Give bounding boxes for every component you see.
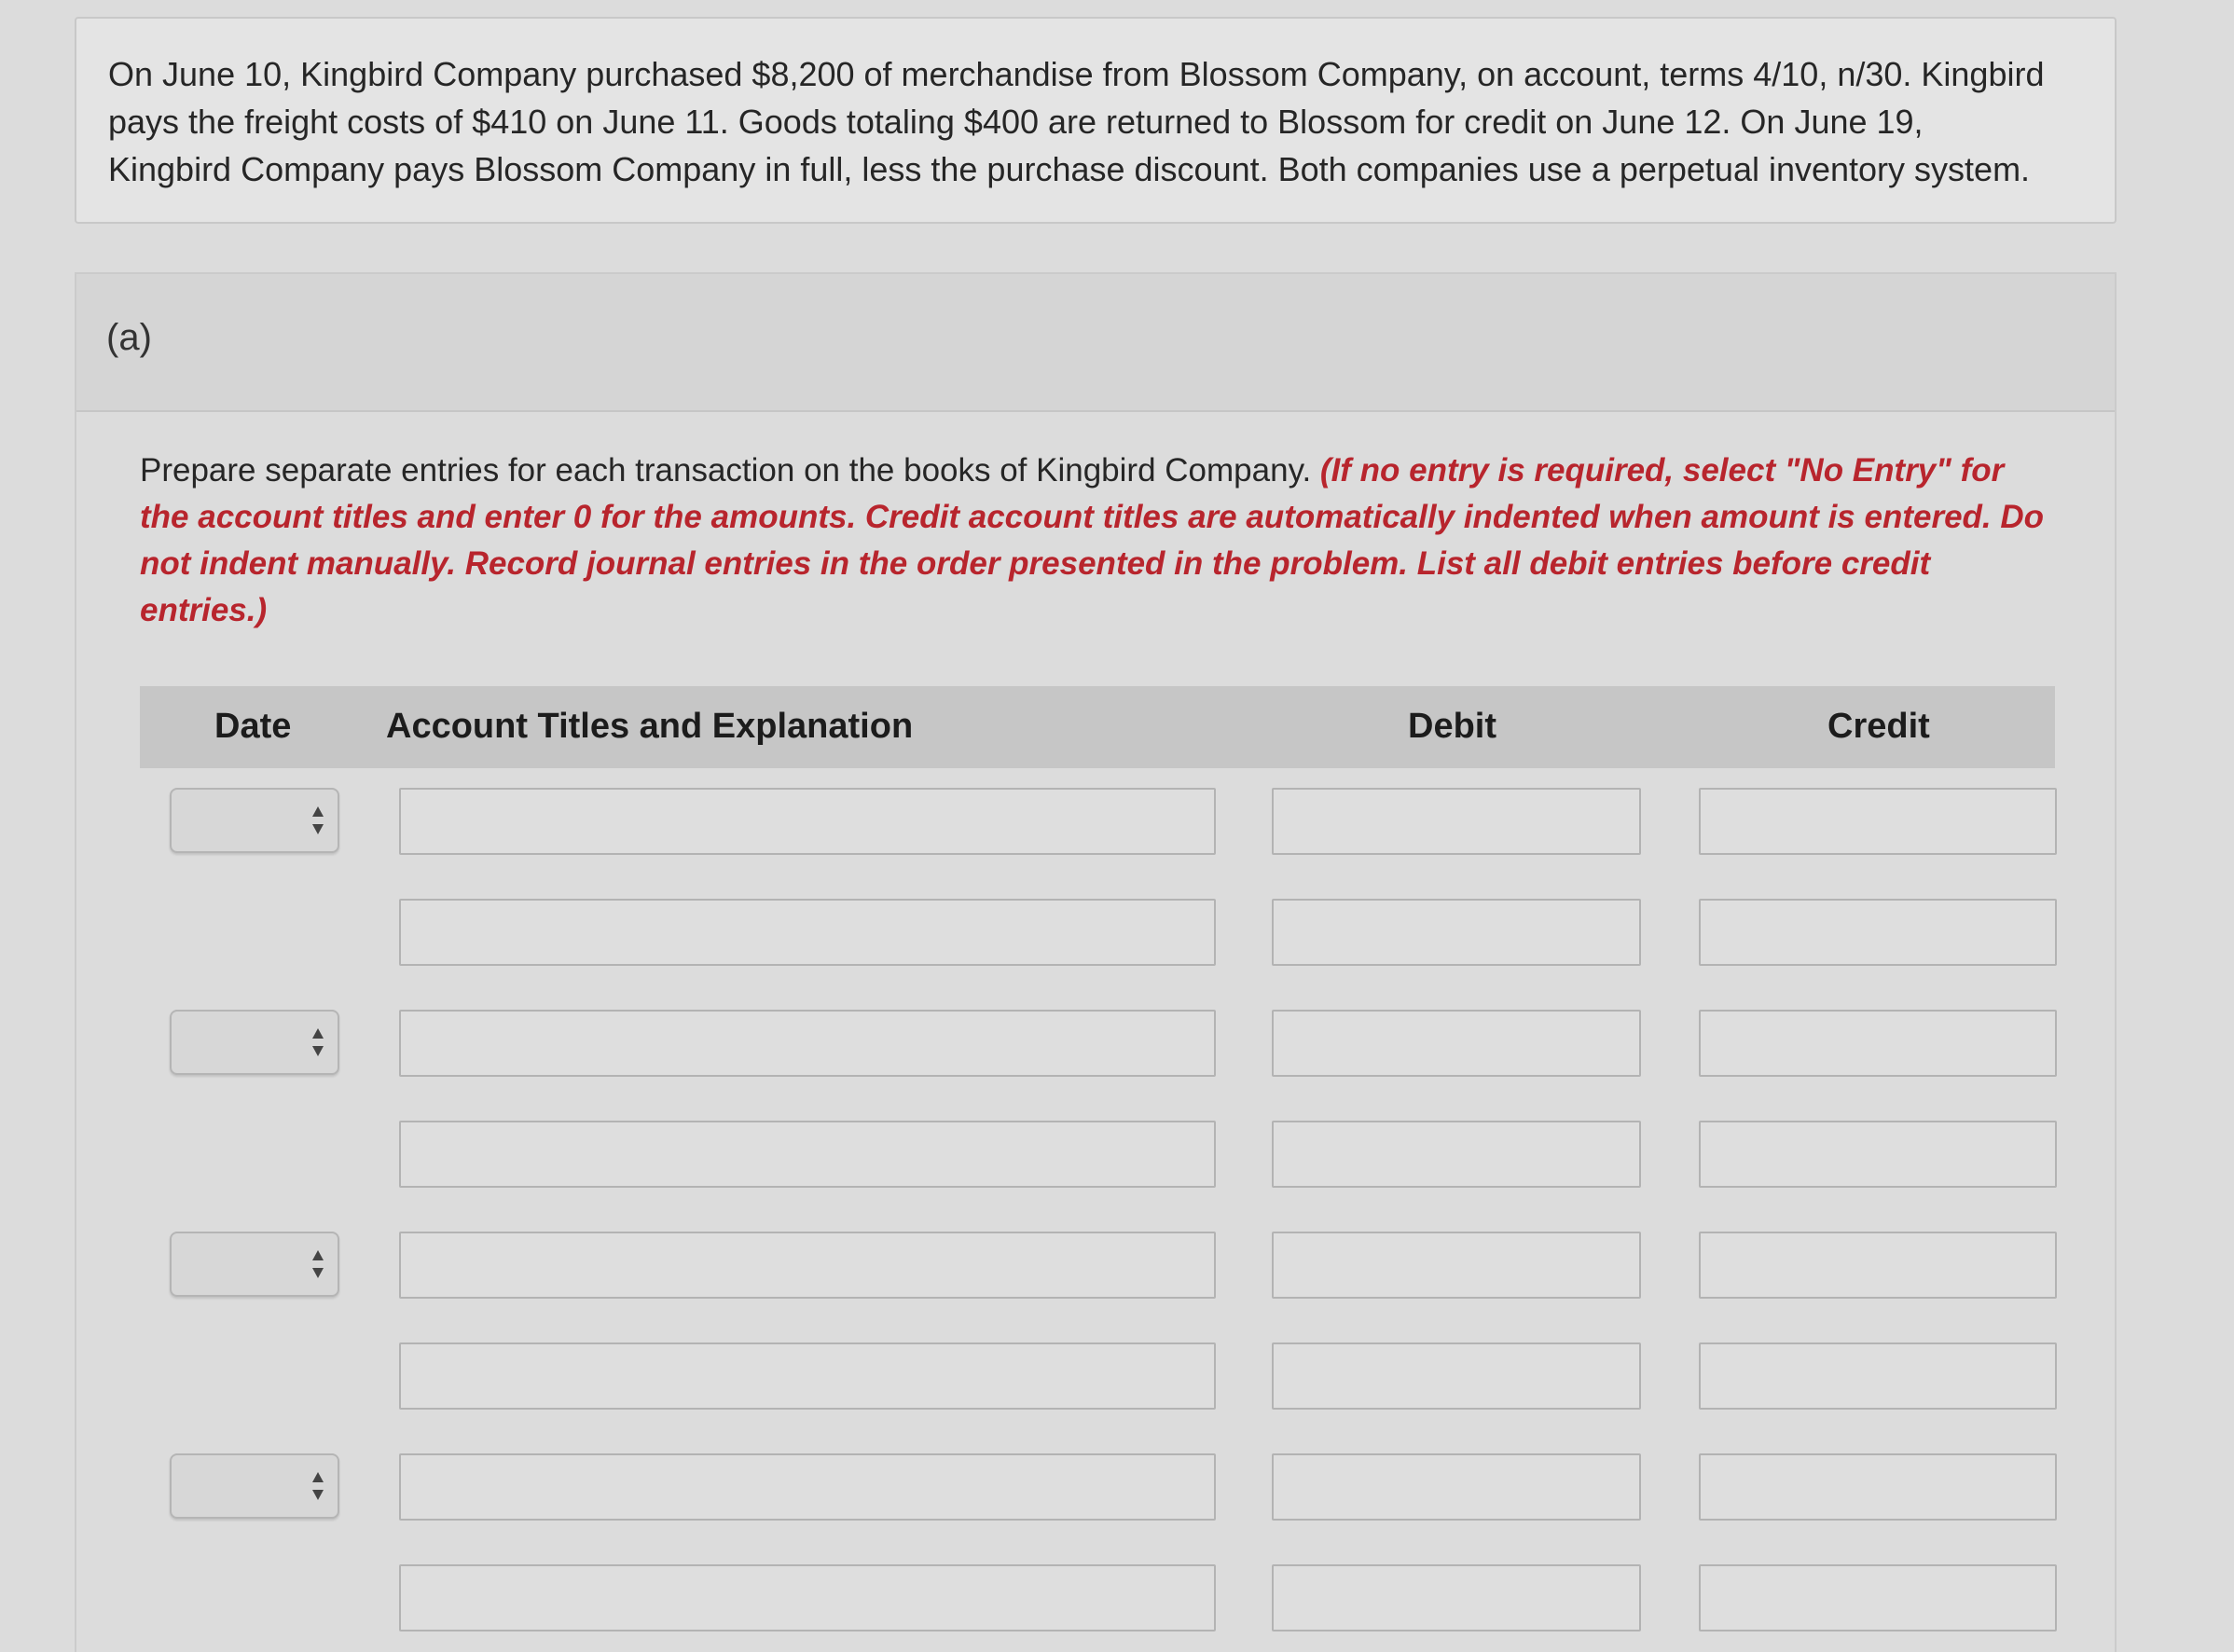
journal-row	[76, 1453, 2115, 1522]
credit-input[interactable]	[1699, 1453, 2057, 1521]
instruction-plain: Prepare separate entries for each transaction on the books of Kingbird Company.	[140, 452, 1320, 489]
journal-row	[76, 788, 2115, 857]
account-title-input[interactable]	[399, 899, 1216, 966]
header-debit: Debit	[1408, 707, 1496, 746]
problem-text	[108, 50, 2083, 193]
account-title-input[interactable]	[399, 1342, 1216, 1410]
account-title-input[interactable]	[399, 1121, 1216, 1188]
credit-input[interactable]	[1699, 788, 2057, 855]
up-down-arrows-icon	[311, 1248, 324, 1280]
account-title-input[interactable]	[399, 1453, 1216, 1521]
header-credit: Credit	[1827, 707, 1930, 746]
journal-row	[76, 1342, 2115, 1411]
credit-input[interactable]	[1699, 899, 2057, 966]
journal-row	[76, 899, 2115, 968]
date-select[interactable]	[170, 788, 339, 853]
problem-line-1: On June 10, Kingbird Company purchased $8,200 of merchandise from Blossom Company, on account, terms 4/10, n/30. Kingbird	[108, 55, 2045, 93]
part-label: (a)	[106, 317, 152, 358]
account-title-input[interactable]	[399, 788, 1216, 855]
header-account: Account Titles and Explanation	[386, 707, 914, 746]
credit-input[interactable]	[1699, 1232, 2057, 1299]
journal-row	[76, 1232, 2115, 1301]
credit-input[interactable]	[1699, 1010, 2057, 1077]
problem-line-3: Kingbird Company pays Blossom Company in full, less the purchase discount. Both companies use a perpetual inventory system.	[108, 150, 2031, 188]
up-down-arrows-icon	[311, 1026, 324, 1058]
up-down-arrows-icon	[311, 1470, 324, 1502]
debit-input[interactable]	[1272, 1010, 1641, 1077]
journal-entries	[76, 274, 2115, 1652]
credit-input[interactable]	[1699, 1564, 2057, 1631]
date-select[interactable]	[170, 1232, 339, 1297]
header-date: Date	[214, 707, 292, 746]
debit-input[interactable]	[1272, 1121, 1641, 1188]
problem-statement	[75, 17, 2117, 224]
account-title-input[interactable]	[399, 1010, 1216, 1077]
debit-input[interactable]	[1272, 1564, 1641, 1631]
date-select[interactable]	[170, 1010, 339, 1075]
up-down-arrows-icon	[311, 805, 324, 836]
problem-line-2: pays the freight costs of $410 on June 11. Goods totaling $400 are returned to Blossom for credit on June 12. On June 19,	[108, 103, 1924, 141]
date-select[interactable]	[170, 1453, 339, 1519]
debit-input[interactable]	[1272, 899, 1641, 966]
account-title-input[interactable]	[399, 1564, 1216, 1631]
journal-row	[76, 1010, 2115, 1079]
account-title-input[interactable]	[399, 1232, 1216, 1299]
debit-input[interactable]	[1272, 1342, 1641, 1410]
credit-input[interactable]	[1699, 1121, 2057, 1188]
instruction-red: (If no entry is required, select "No Entry" for the account titles and enter 0 for the amounts. Credit account titles are automatically indented when amount is entered. Do not indent manually. Record journal entries in the order presented in the problem. List all debit entries before credit entries.)	[140, 452, 2045, 628]
journal-row	[76, 1121, 2115, 1190]
part-a-section	[75, 272, 2117, 1652]
journal-row	[76, 1564, 2115, 1633]
credit-input[interactable]	[1699, 1342, 2057, 1410]
debit-input[interactable]	[1272, 1232, 1641, 1299]
debit-input[interactable]	[1272, 1453, 1641, 1521]
debit-input[interactable]	[1272, 788, 1641, 855]
